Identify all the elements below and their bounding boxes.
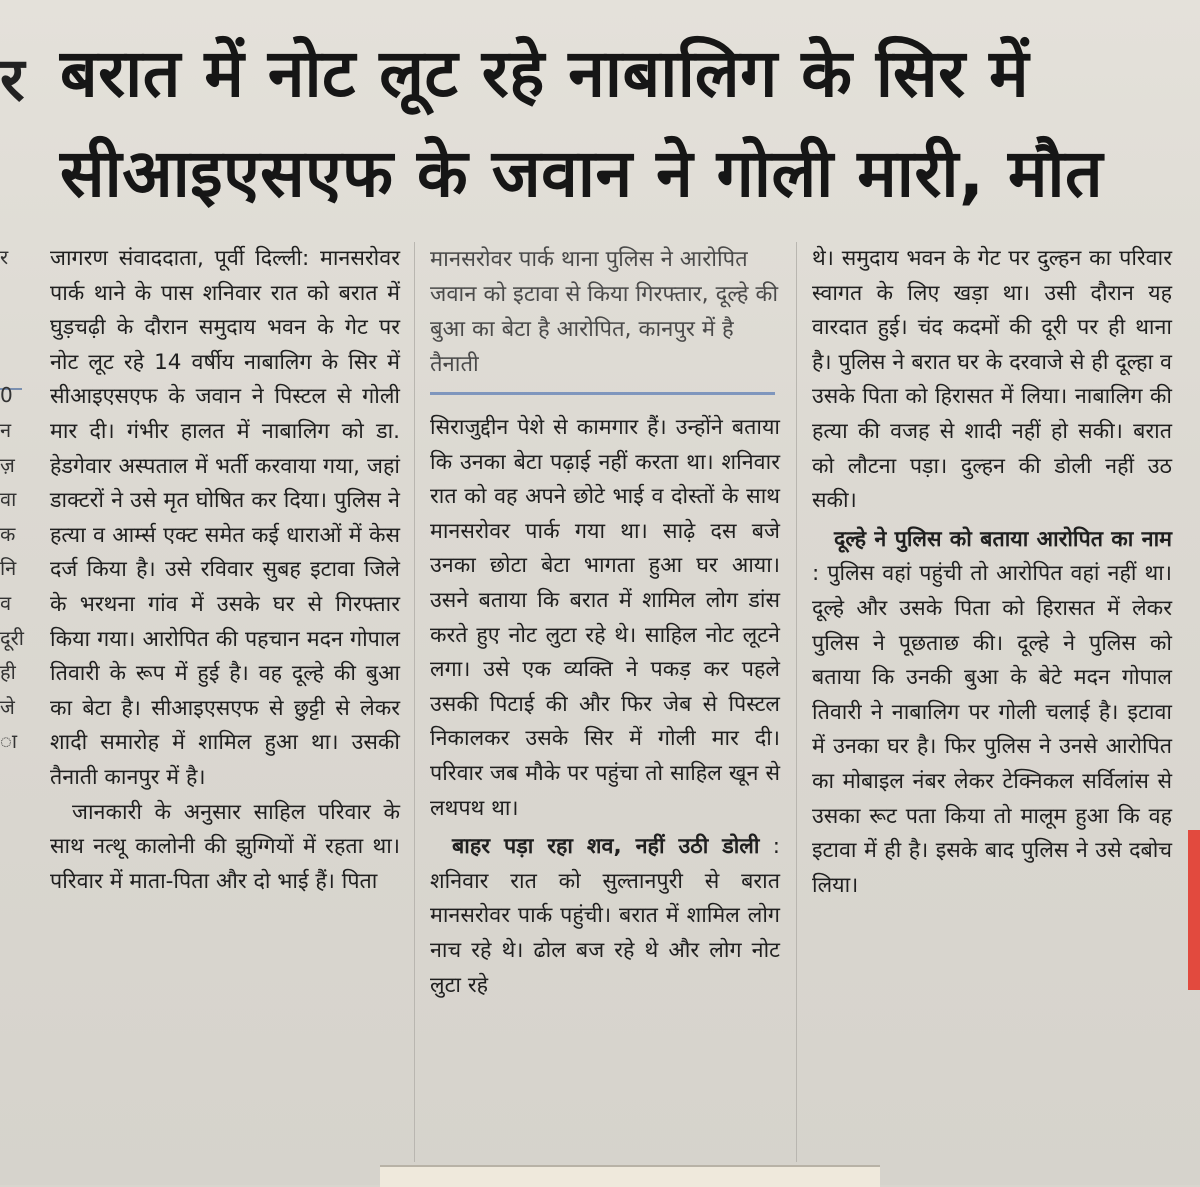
edge-fragment: न — [0, 417, 12, 442]
paragraph: जानकारी के अनुसार साहिल परिवार के साथ नत्थू कालोनी की झुग्गियों में रहता था। परिवार में माता-पिता और दो भाई हैं। पिता — [50, 799, 400, 894]
edge-fragment: व — [0, 590, 12, 615]
edge-fragment-top: र — [0, 45, 25, 115]
edge-fragment: वा — [0, 487, 17, 512]
edge-fragment: जे — [0, 694, 15, 719]
deck-highlight: मानसरोवर पार्क थाना पुलिस ने आरोपित जवान को इटावा से किया गिरफ्तार, दूल्हे की बुआ का बेटा है आरोपित, कानपुर में है तैनाती — [430, 247, 779, 377]
article-column-3 — [812, 242, 1172, 903]
deck-rule — [430, 392, 775, 395]
edge-fragment: ही — [0, 660, 16, 685]
left-edge-column-fragment — [0, 240, 26, 1140]
subhead-text: : पुलिस वहां पहुंची तो आरोपित वहां नहीं था। दूल्हे और उसके पिता को हिरासत में लेकर पुलिस ने पूछताछ की। दूल्हे ने पुलिस को बताया कि उनकी बुआ के बेटे मदन गोपाल तिवारी ने नाबालिग पर गोली चलाई है। इटावा में उनका घर है। फिर पुलिस ने उनसे आरोपित का मोबाइल नंबर लेकर टेक्निकल सर्विलांस से उसका रूट पता किया तो मालूम हुआ कि वह इटावा में ही है। इसके बाद पुलिस ने उसे दबोच लिया। — [812, 561, 1172, 898]
paragraph: सिराजुद्दीन पेशे से कामगार हैं। उन्होंने बताया कि उनका बेटा पढ़ाई नहीं करता था। शनिवार रात को वह अपने छोटे भाई व दोस्तों के साथ मानसरोवर पार्क गया था। साढ़े दस बजे उनका छोटा बेटा भागता हुआ घर आया। उसने बताया कि बरात में शामिल लोग डांस करते हुए नोट लुटा रहे थे। साहिल नोट लूटने लगा। उसे एक व्यक्ति ने पकड़ कर पहले उसकी पिटाई की और फिर जेब से पिस्टल निकालकर उसके सिर में गोली मार दी। परिवार जब मौके पर पहुंचा तो साहिल खून से लथपथ था। — [430, 415, 780, 821]
column-divider — [796, 242, 797, 1162]
edge-fragment: दूरी — [0, 625, 24, 650]
edge-fragment: नि — [0, 556, 17, 581]
edge-fragment: ज़ — [0, 452, 15, 477]
article-column-1 — [50, 242, 400, 899]
subhead: बाहर पड़ा रहा शव, नहीं उठी डोली — [452, 834, 760, 860]
headline-line-1: बरात में नोट लूट रहे नाबालिग के सिर में — [60, 35, 1030, 112]
edge-fragment: 0 — [0, 383, 13, 408]
edge-fragment — [0, 309, 26, 344]
red-edge-mark — [1188, 830, 1200, 990]
edge-fragment: र — [0, 245, 9, 269]
subhead-text: : शनिवार रात को सुल्तानपुरी से बरात मानसरोवर पार्क पहुंची। बरात में शामिल लोग नाच रहे थे। ढोल बज रहे थे और लोग नोट लुटा रहे — [430, 834, 780, 998]
subhead-paragraph — [430, 830, 780, 1003]
bottom-strip — [380, 1165, 880, 1187]
subhead-paragraph — [812, 523, 1172, 904]
edge-fragment — [0, 344, 26, 379]
article-column-2 — [430, 242, 780, 1003]
subhead: दूल्हे ने पुलिस को बताया आरोपित का नाम — [834, 526, 1172, 552]
edge-fragment: क — [0, 521, 16, 546]
column-divider — [414, 242, 415, 1162]
paragraph: थे। समुदाय भवन के गेट पर दुल्हन का परिवार स्वागत के लिए खड़ा था। उसी दौरान यह वारदात हुई। चंद कदमों की दूरी पर ही थाना है। पुलिस ने बरात घर के दरवाजे से ही दूल्हा व उसके पिता को हिरासत में लिया। नाबालिग की हत्या की वजह से शादी नहीं हो सकी। बरात को लौटना पड़ा। दुल्हन की डोली नहीं उठ सकी। — [812, 246, 1172, 514]
edge-fragment: ा — [0, 729, 18, 754]
paragraph: जागरण संवाददाता, पूर्वी दिल्ली: मानसरोवर पार्क थाने के पास शनिवार रात को बरात में घुड़चढ़ी के दौरान समुदाय भवन के गेट पर नोट लूट रहे 14 वर्षीय नाबालिग के सिर में सीआइएसएफ के जवान ने पिस्टल से गोली मार दी। गंभीर हालत में नाबालिग को डा. हेडगेवार अस्पताल में भर्ती करवाया गया, जहां डाक्टरों ने उसे मृत घोषित कर दिया। पुलिस ने हत्या व आर्म्स एक्ट समेत कई धाराओं में केस दर्ज किया है। उसे रविवार सुबह इटावा जिले के भरथना गांव में उसके घर से गिरफ्तार किया गया। आरोपित की पहचान मदन गोपाल तिवारी के रूप में हुई है। वह दूल्हे की बुआ का बेटा है। सीआइएसएफ से छुट्टी से लेकर शादी समारोह में शामिल हुआ था। उसकी तैनाती कानपुर में है। — [50, 246, 400, 790]
headline-line-2: सीआइएसएफ के जवान ने गोली मारी, मौत — [60, 135, 1104, 212]
edge-fragment — [0, 275, 26, 310]
